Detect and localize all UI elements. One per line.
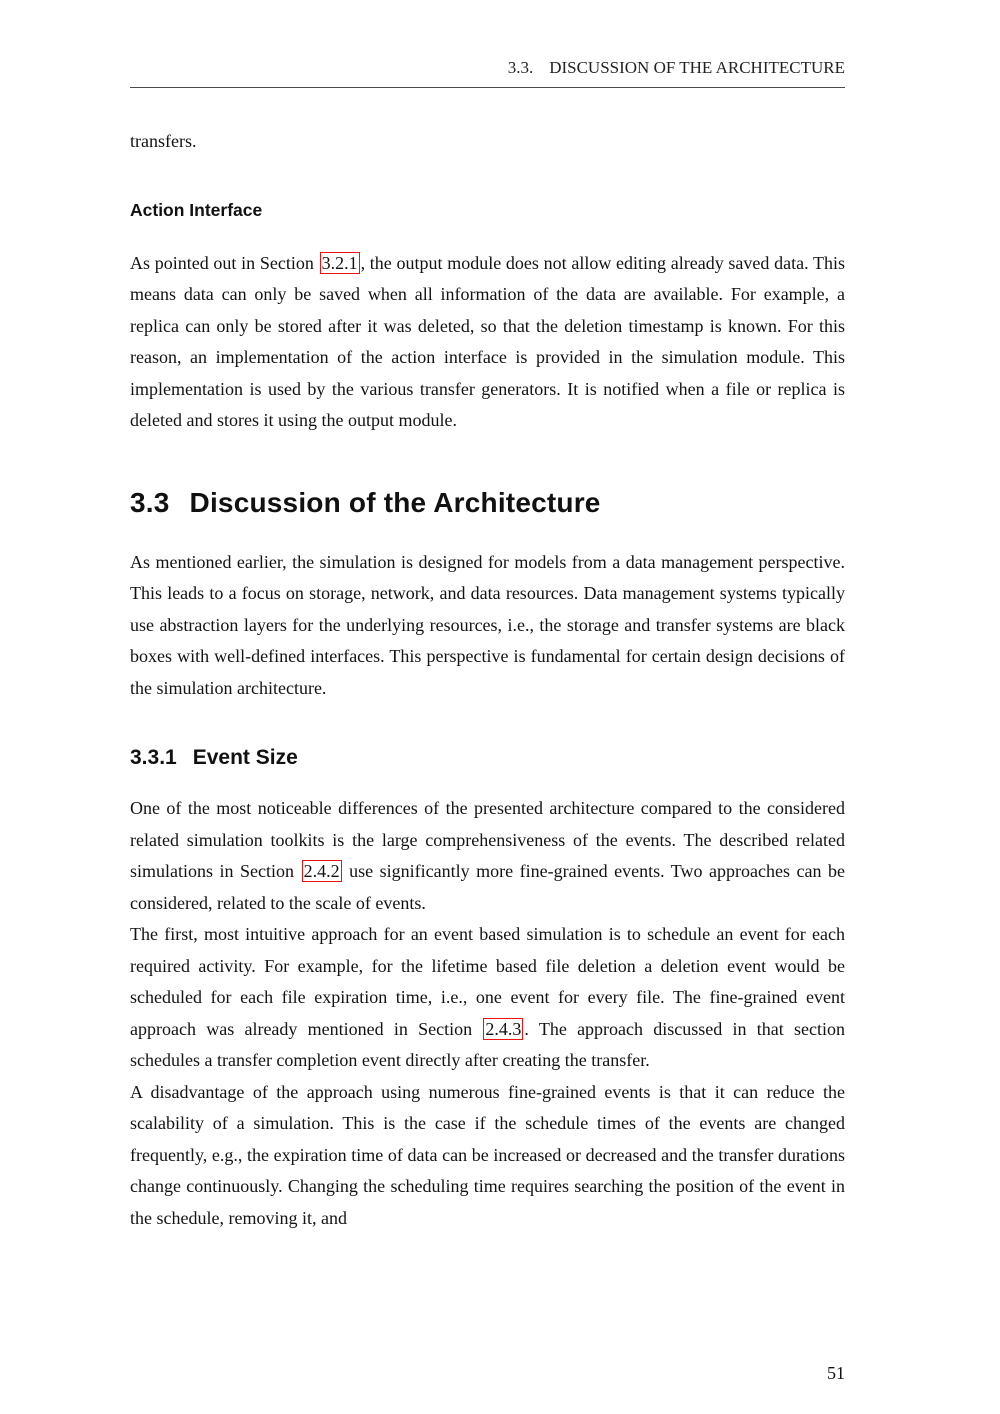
header-rule bbox=[130, 87, 845, 88]
text-segment: . The approach discussed in that section schedules a transfer completion event directly after creating the transfer. bbox=[130, 1018, 845, 1070]
running-header bbox=[130, 58, 845, 78]
subsection-number: 3.3.1 bbox=[130, 746, 177, 769]
page-number: 51 bbox=[827, 1363, 845, 1383]
running-header-section-number: 3.3. bbox=[507, 58, 534, 77]
paragraph-continuation: transfers. bbox=[130, 131, 197, 151]
text-segment: One of the most noticeable differences of the presented architecture compared to the considered related simulation toolkits is the large comprehensiveness of the events. The described related simulations in Section bbox=[130, 798, 845, 881]
section-ref-2-4-3[interactable]: 2.4.3 bbox=[485, 1018, 522, 1039]
section-heading bbox=[130, 487, 845, 519]
section-ref-2-4-2[interactable]: 2.4.2 bbox=[303, 861, 340, 881]
subsection-title: Event Size bbox=[192, 746, 298, 769]
running-header-title: DISCUSSION OF THE ARCHITECTURE bbox=[549, 58, 845, 77]
text-segment: As pointed out in Section bbox=[130, 252, 319, 273]
paragraph-action-interface bbox=[130, 248, 845, 437]
section-ref-3-2-1[interactable]: 3.2.1 bbox=[321, 252, 358, 273]
heading-action-interface: Action Interface bbox=[130, 199, 263, 220]
paragraph-section-intro: As mentioned earlier, the simulation is designed for models from a data management perspective. This leads to a focus on storage, network, and data resources. Data management systems typically use abstraction layers for the underlying resources, i.e., the storage and transfer systems are black boxes with well-defined interfaces. This perspective is fundamental for certain design decisions of the simulation architecture. bbox=[130, 551, 845, 698]
paragraph-event-size-2 bbox=[130, 919, 845, 1077]
page-content bbox=[130, 0, 845, 1234]
paragraph-event-size-3: A disadvantage of the approach using numerous fine-grained events is that it can reduce the scalability of a simulation. This is the case if the schedule times of the events are changed frequently, e.g., the expiration time of data can be increased or decreased and the transfer durations change continuously. Changing the scheduling time requires searching the position of the event in the schedule, removing it, and bbox=[130, 1081, 845, 1228]
text-segment: The first, most intuitive approach for an event based simulation is to schedule an event for each required activity. For example, for the lifetime based file deletion a deletion event would be scheduled for each file expiration time, i.e., one event for every file. The fine-grained event approach was already mentioned in Section bbox=[130, 924, 845, 1039]
paragraph-event-size-1 bbox=[130, 793, 845, 919]
section-number: 3.3 bbox=[130, 486, 170, 518]
section-title: Discussion of the Architecture bbox=[189, 486, 601, 518]
text-segment: use significantly more fine-grained events. Two approaches can be considered, related to the scale of events. bbox=[130, 861, 845, 913]
text-segment: , the output module does not allow editing already saved data. This means data can only be saved when all information of the data are available. For example, a replica can only be stored after it was deleted, so that the deletion timestamp is known. For this reason, an implementation of the action interface is provided in the simulation module. This implementation is used by the various transfer generators. It is notified when a file or replica is deleted and stores it using the output module. bbox=[130, 252, 845, 430]
subsection-heading bbox=[130, 746, 845, 770]
